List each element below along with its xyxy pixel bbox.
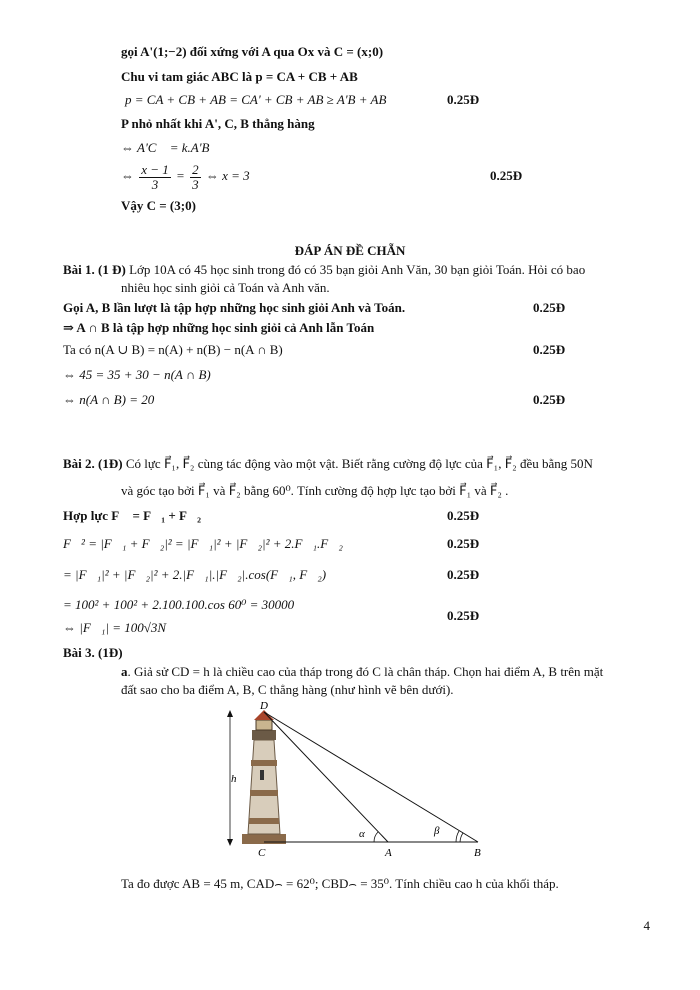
points-label: 0.25Đ <box>447 567 480 582</box>
bai3-part-a: a. Giả sử CD = h là chiều cao của tháp trong đó C là chân tháp. Chọn hai điểm A, B trên mặt <box>121 664 604 679</box>
fraction-2: $\frac{2}{3}$ <box>192 161 199 192</box>
bai3-title: Bài 3. (1Đ) <box>63 645 123 660</box>
bai1-step-4: ⇔ 45 = 35 + 30 − n(A ∩ B) <box>63 367 211 382</box>
points-label: 0.25Đ <box>447 608 480 623</box>
bai3-part-a-cont: đất sao cho ba điểm A, B, C thẳng hàng (như hình vẽ bên dưới). <box>121 682 454 697</box>
bai2-statement-cont: và góc tạo bởi F⃗₁ và F⃗₂ bằng 60⁰. Tính cường độ hợp lực tạo bởi F⃗₁ và F⃗₂ . <box>121 483 509 498</box>
bai1-step-5: ⇔ n(A ∩ B) = 20 <box>63 392 155 407</box>
bai1-statement-cont: nhiêu học sinh giỏi cả Toán và Anh văn. <box>121 280 330 295</box>
alpha-label: α <box>359 828 365 840</box>
points-label: 0.25Đ <box>533 342 566 357</box>
bai2-step-3: = |F⃗₁|² + |F⃗₂|² + 2.|F⃗₁|.|F⃗₂|.cos(F⃗₁, F⃗₂) <box>63 567 327 582</box>
bai2-statement: Bài 2. (1Đ) Có lực F⃗₁, F⃗₂ cùng tác động vào một vật. Biết rằng cường độ lực của F⃗₁, F⃗₂ đều bằng 50N <box>63 456 593 471</box>
point-C-label: C <box>258 847 266 859</box>
points-label: 0.25Đ <box>533 300 566 315</box>
bai2-step-1: Hợp lực F⃗ = F⃗₁ + F⃗₂ <box>63 508 201 523</box>
points-label: 0.25Đ <box>447 92 480 107</box>
points-label: 0.25Đ <box>490 168 523 183</box>
bai1-step-1: Gọi A, B lần lượt là tập hợp những học sinh giỏi Anh và Toán. <box>63 300 406 315</box>
point-B-label: B <box>474 847 481 859</box>
top-line-6 <box>121 160 250 192</box>
top-line-2: Chu vi tam giác ABC là p = CA + CB + AB <box>121 69 358 84</box>
top-line-5: ⇔ A'C⃗ = k.A'B⃗ <box>121 140 220 155</box>
bai1-step-3: Ta có n(A ∪ B) = n(A) + n(B) − n(A ∩ B) <box>63 342 283 357</box>
bai1-statement: Bài 1. (1 Đ) Lớp 10A có 45 học sinh trong đó có 35 bạn giỏi Anh Văn, 30 bạn giỏi Toán. Hỏi có bao <box>63 262 586 277</box>
result-x: ⇔ x = 3 <box>205 168 250 183</box>
top-line-7: Vậy C = (3;0) <box>121 198 196 213</box>
points-label: 0.25Đ <box>533 392 566 407</box>
top-line-1: gọi A'(1;−2) đối xứng với A qua Ox và C = (x;0) <box>121 44 384 59</box>
top-line-3: p = CA + CB + AB = CA' + CB + AB ≥ A'B + AB <box>125 92 387 107</box>
lighthouse-icon <box>242 710 286 844</box>
bai2-step-4: = 100² + 100² + 2.100.100.cos 60⁰ = 30000 <box>63 597 295 612</box>
bai1-step-2: ⇒ A ∩ B là tập hợp những học sinh giỏi cả Anh lẫn Toán <box>63 320 375 335</box>
points-label: 0.25Đ <box>447 508 480 523</box>
bai3-measure: Ta đo được AB = 45 m, CAD⌢ = 62⁰; CBD⌢ = 35⁰. Tính chiều cao h của khối tháp. <box>121 876 559 891</box>
top-line-4: P nhỏ nhất khi A', C, B thẳng hàng <box>121 116 315 131</box>
height-label: h <box>231 773 237 785</box>
equals-sign: = <box>176 168 185 183</box>
bai2-step-2: F⃗² = |F⃗₁ + F⃗₂|² = |F⃗₁|² + |F⃗₂|² + 2.F⃗₁.F⃗₂ <box>63 536 343 551</box>
section-heading: ĐÁP ÁN ĐỀ CHẴN <box>294 243 406 258</box>
fraction-1: $\frac{x - 1}{3}$ <box>141 161 169 192</box>
beta-label: β <box>434 825 440 837</box>
lighthouse-figure <box>220 700 500 860</box>
equiv-symbol: ⇔ <box>121 168 134 183</box>
page-number: 4 <box>643 918 650 933</box>
point-A-label: A <box>385 847 392 859</box>
bai2-step-5: ⇔ |F⃗₁| = 100√3N <box>63 620 167 635</box>
points-label: 0.25Đ <box>447 536 480 551</box>
point-D-label: D <box>260 700 268 712</box>
